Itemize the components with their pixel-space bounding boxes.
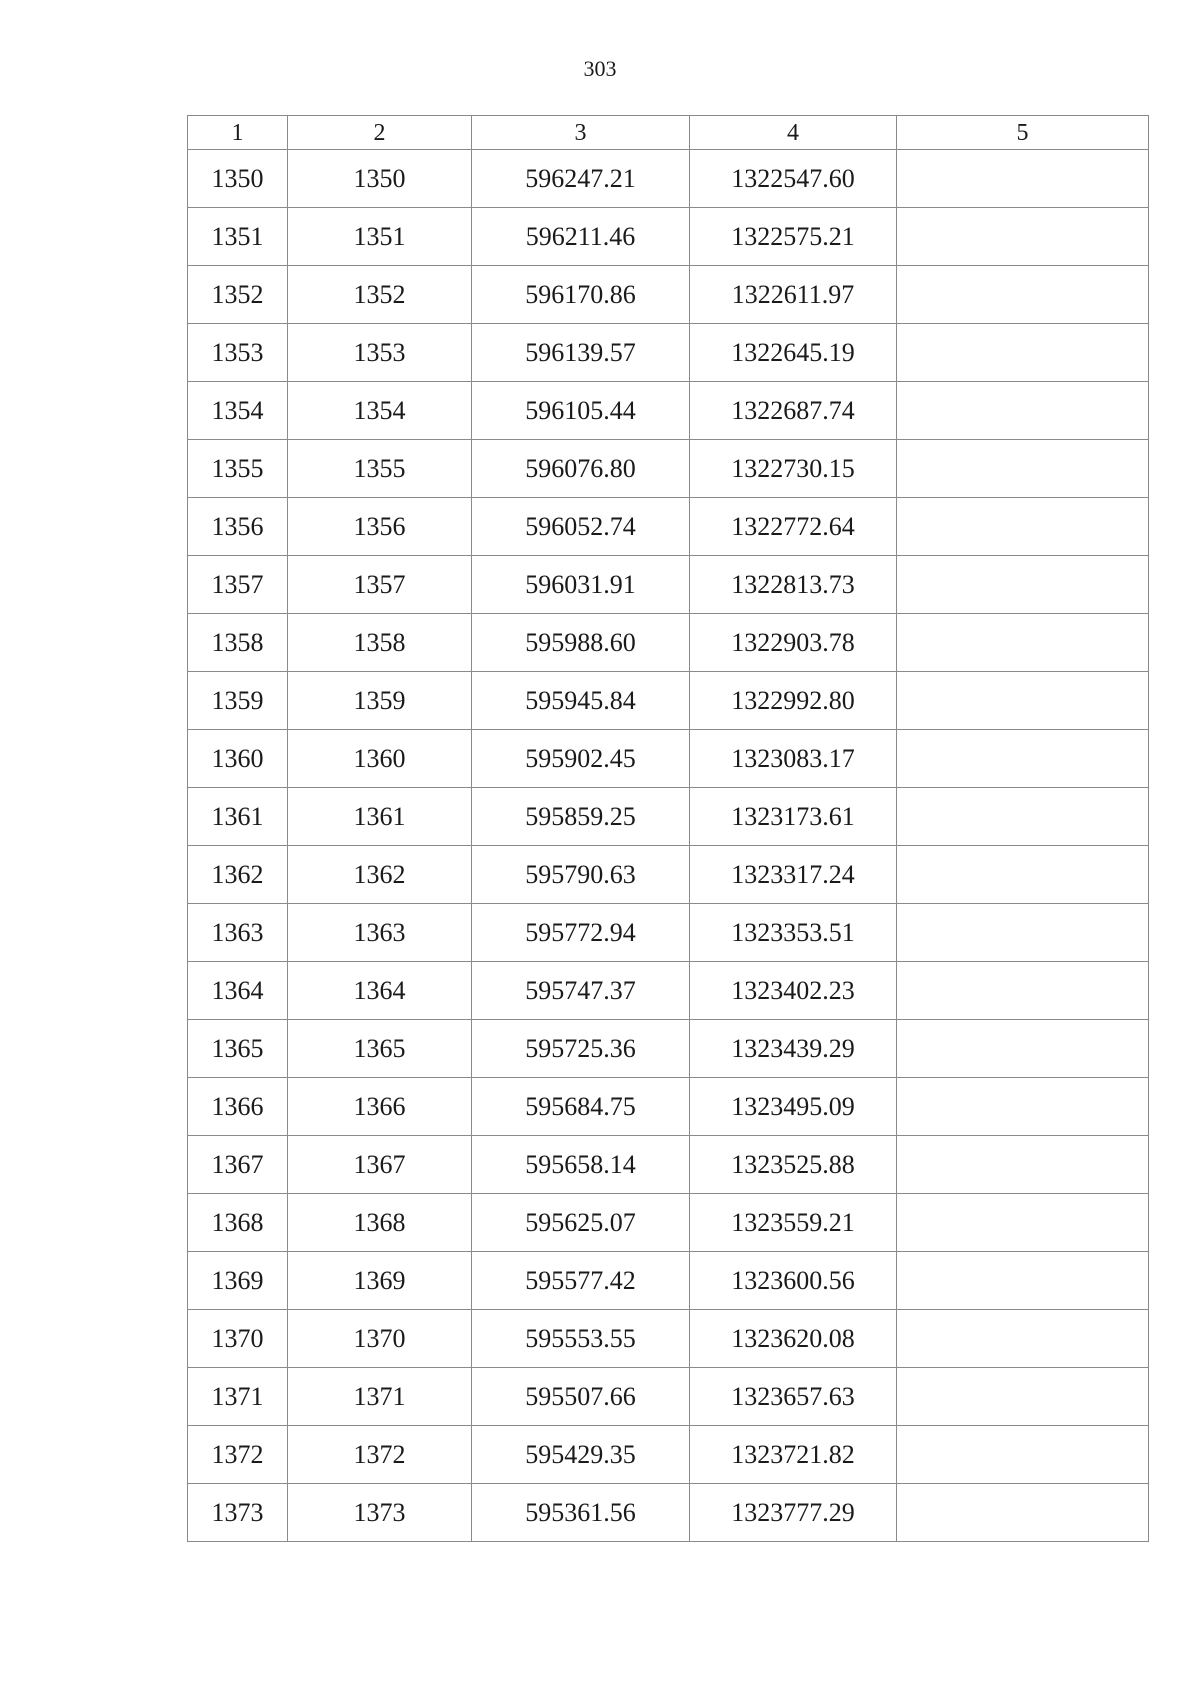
table-cell-col-2: 1368	[288, 1194, 472, 1252]
table-cell-col-5	[897, 1426, 1149, 1484]
table-row	[188, 1194, 1149, 1252]
table-cell-col-5	[897, 846, 1149, 904]
table-cell-col-3: 596076.80	[472, 440, 690, 498]
table-cell-col-5	[897, 498, 1149, 556]
table-cell-col-2: 1353	[288, 324, 472, 382]
table-row	[188, 788, 1149, 846]
table-row	[188, 150, 1149, 208]
table-row	[188, 1136, 1149, 1194]
table-cell-col-2: 1364	[288, 962, 472, 1020]
table-cell-col-1: 1368	[188, 1194, 288, 1252]
table-cell-col-1: 1350	[188, 150, 288, 208]
table-cell-col-4: 1322575.21	[690, 208, 897, 266]
table-cell-col-5	[897, 788, 1149, 846]
column-header-2: 2	[288, 116, 472, 150]
table-cell-col-4: 1323620.08	[690, 1310, 897, 1368]
column-header-4: 4	[690, 116, 897, 150]
table-row	[188, 324, 1149, 382]
table-cell-col-2: 1369	[288, 1252, 472, 1310]
table-cell-col-1: 1358	[188, 614, 288, 672]
table-row	[188, 1020, 1149, 1078]
table-cell-col-4: 1323439.29	[690, 1020, 897, 1078]
table-row	[188, 672, 1149, 730]
table-cell-col-4: 1322992.80	[690, 672, 897, 730]
table-cell-col-3: 595790.63	[472, 846, 690, 904]
table-cell-col-5	[897, 1368, 1149, 1426]
table-cell-col-3: 596247.21	[472, 150, 690, 208]
table-cell-col-4: 1322813.73	[690, 556, 897, 614]
table-cell-col-5	[897, 1484, 1149, 1542]
table-cell-col-1: 1353	[188, 324, 288, 382]
table-cell-col-5	[897, 1194, 1149, 1252]
table-cell-col-1: 1354	[188, 382, 288, 440]
table-cell-col-3: 595725.36	[472, 1020, 690, 1078]
table-header-row	[188, 116, 1149, 150]
table-cell-col-2: 1365	[288, 1020, 472, 1078]
table-cell-col-3: 596052.74	[472, 498, 690, 556]
table-cell-col-4: 1322687.74	[690, 382, 897, 440]
table-row	[188, 1078, 1149, 1136]
table-cell-col-1: 1373	[188, 1484, 288, 1542]
table-cell-col-2: 1370	[288, 1310, 472, 1368]
table-cell-col-2: 1351	[288, 208, 472, 266]
table-cell-col-5	[897, 730, 1149, 788]
table-row	[188, 904, 1149, 962]
table-cell-col-4: 1323083.17	[690, 730, 897, 788]
table-cell-col-1: 1366	[188, 1078, 288, 1136]
table-cell-col-4: 1322903.78	[690, 614, 897, 672]
table-cell-col-2: 1360	[288, 730, 472, 788]
table-cell-col-2: 1359	[288, 672, 472, 730]
table-row	[188, 962, 1149, 1020]
table-cell-col-1: 1355	[188, 440, 288, 498]
table-cell-col-5	[897, 1310, 1149, 1368]
table-cell-col-3: 595429.35	[472, 1426, 690, 1484]
table-cell-col-5	[897, 324, 1149, 382]
table-cell-col-3: 595902.45	[472, 730, 690, 788]
table-cell-col-1: 1359	[188, 672, 288, 730]
table-row	[188, 440, 1149, 498]
table-cell-col-2: 1357	[288, 556, 472, 614]
table-cell-col-1: 1351	[188, 208, 288, 266]
table-body	[188, 150, 1149, 1542]
table-cell-col-4: 1323721.82	[690, 1426, 897, 1484]
table-cell-col-2: 1363	[288, 904, 472, 962]
table-cell-col-5	[897, 1078, 1149, 1136]
table-cell-col-3: 595625.07	[472, 1194, 690, 1252]
table-cell-col-2: 1372	[288, 1426, 472, 1484]
table-cell-col-5	[897, 150, 1149, 208]
table-cell-col-1: 1363	[188, 904, 288, 962]
table-cell-col-3: 595577.42	[472, 1252, 690, 1310]
table-cell-col-2: 1354	[288, 382, 472, 440]
table-cell-col-5	[897, 1252, 1149, 1310]
table-cell-col-2: 1373	[288, 1484, 472, 1542]
table-cell-col-2: 1355	[288, 440, 472, 498]
table-cell-col-1: 1372	[188, 1426, 288, 1484]
table-cell-col-4: 1323777.29	[690, 1484, 897, 1542]
table-cell-col-4: 1323559.21	[690, 1194, 897, 1252]
column-header-3: 3	[472, 116, 690, 150]
table-cell-col-5	[897, 1136, 1149, 1194]
table-cell-col-1: 1365	[188, 1020, 288, 1078]
table-cell-col-5	[897, 614, 1149, 672]
table-cell-col-1: 1360	[188, 730, 288, 788]
table-cell-col-5	[897, 904, 1149, 962]
table-row	[188, 614, 1149, 672]
table-cell-col-4: 1323495.09	[690, 1078, 897, 1136]
table-cell-col-1: 1371	[188, 1368, 288, 1426]
table-cell-col-3: 595747.37	[472, 962, 690, 1020]
table-cell-col-5	[897, 208, 1149, 266]
table-cell-col-3: 596211.46	[472, 208, 690, 266]
table-cell-col-4: 1322730.15	[690, 440, 897, 498]
table-cell-col-4: 1323657.63	[690, 1368, 897, 1426]
table-cell-col-3: 595658.14	[472, 1136, 690, 1194]
table-cell-col-3: 595361.56	[472, 1484, 690, 1542]
table-row	[188, 1484, 1149, 1542]
table-cell-col-5	[897, 962, 1149, 1020]
table-cell-col-4: 1323353.51	[690, 904, 897, 962]
table-cell-col-3: 595772.94	[472, 904, 690, 962]
table-row	[188, 1252, 1149, 1310]
table-cell-col-2: 1362	[288, 846, 472, 904]
table-cell-col-1: 1356	[188, 498, 288, 556]
table-cell-col-1: 1370	[188, 1310, 288, 1368]
table-row	[188, 1368, 1149, 1426]
page-number: 303	[583, 56, 617, 81]
column-header-1: 1	[188, 116, 288, 150]
table-cell-col-3: 595553.55	[472, 1310, 690, 1368]
table-cell-col-2: 1352	[288, 266, 472, 324]
table-cell-col-3: 595988.60	[472, 614, 690, 672]
table-cell-col-3: 595945.84	[472, 672, 690, 730]
table-row	[188, 382, 1149, 440]
table-cell-col-5	[897, 556, 1149, 614]
table-cell-col-4: 1322611.97	[690, 266, 897, 324]
table-cell-col-2: 1356	[288, 498, 472, 556]
table-row	[188, 1310, 1149, 1368]
table-cell-col-3: 596139.57	[472, 324, 690, 382]
table-cell-col-4: 1322645.19	[690, 324, 897, 382]
table-cell-col-5	[897, 1020, 1149, 1078]
table-cell-col-2: 1367	[288, 1136, 472, 1194]
table-cell-col-5	[897, 382, 1149, 440]
coordinates-table	[187, 115, 1149, 1542]
table-cell-col-1: 1367	[188, 1136, 288, 1194]
table-cell-col-4: 1322547.60	[690, 150, 897, 208]
table-cell-col-3: 595859.25	[472, 788, 690, 846]
table-cell-col-2: 1361	[288, 788, 472, 846]
table-row	[188, 730, 1149, 788]
table-row	[188, 846, 1149, 904]
table-cell-col-3: 596105.44	[472, 382, 690, 440]
table-cell-col-5	[897, 440, 1149, 498]
table-cell-col-4: 1323317.24	[690, 846, 897, 904]
table-cell-col-5	[897, 266, 1149, 324]
table-cell-col-1: 1357	[188, 556, 288, 614]
table-row	[188, 1426, 1149, 1484]
table-cell-col-2: 1371	[288, 1368, 472, 1426]
table-cell-col-2: 1366	[288, 1078, 472, 1136]
table-cell-col-3: 596170.86	[472, 266, 690, 324]
table-cell-col-2: 1358	[288, 614, 472, 672]
table-cell-col-1: 1352	[188, 266, 288, 324]
table-row	[188, 208, 1149, 266]
table-cell-col-4: 1323173.61	[690, 788, 897, 846]
table-cell-col-4: 1323402.23	[690, 962, 897, 1020]
column-header-5: 5	[897, 116, 1149, 150]
table-cell-col-3: 595507.66	[472, 1368, 690, 1426]
table-cell-col-5	[897, 672, 1149, 730]
table-cell-col-1: 1361	[188, 788, 288, 846]
table-cell-col-4: 1323525.88	[690, 1136, 897, 1194]
table-cell-col-1: 1362	[188, 846, 288, 904]
table-cell-col-4: 1322772.64	[690, 498, 897, 556]
table-row	[188, 556, 1149, 614]
table-row	[188, 266, 1149, 324]
table-cell-col-1: 1364	[188, 962, 288, 1020]
table-cell-col-3: 595684.75	[472, 1078, 690, 1136]
table-row	[188, 498, 1149, 556]
table-cell-col-3: 596031.91	[472, 556, 690, 614]
table-cell-col-1: 1369	[188, 1252, 288, 1310]
table-cell-col-4: 1323600.56	[690, 1252, 897, 1310]
table-cell-col-2: 1350	[288, 150, 472, 208]
